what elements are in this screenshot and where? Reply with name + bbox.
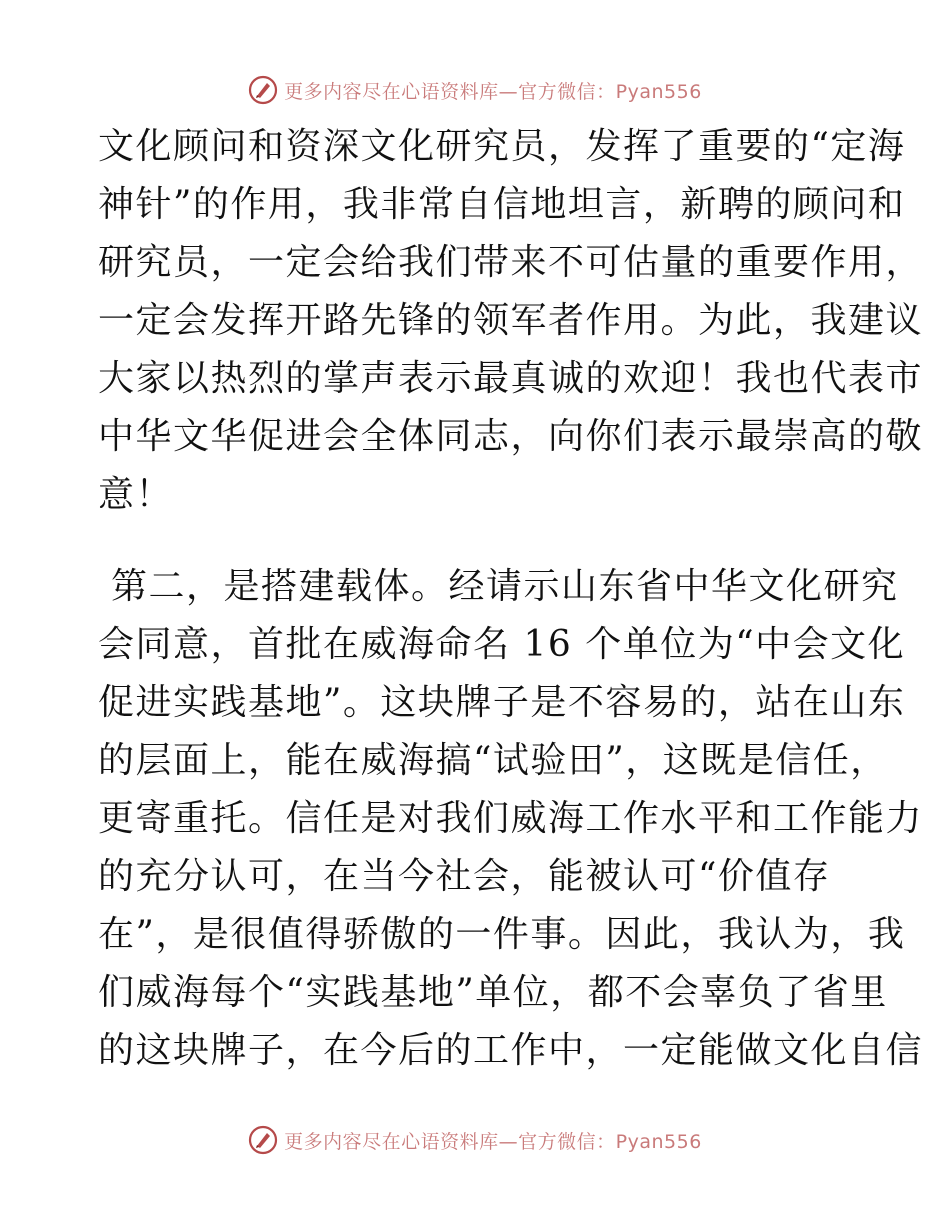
text-line: 促进实践基地”。这块牌子是不容易的，站在山东 <box>98 682 906 723</box>
header-watermark <box>0 72 950 108</box>
text-line: 意！ <box>98 474 174 515</box>
text-line: 的充分认可，在当今社会，能被认可“价值存 <box>98 856 831 897</box>
document-body <box>98 118 924 1080</box>
pen-nib-logo-icon <box>248 1125 278 1155</box>
text-line: 神针”的作用，我非常自信地坦言，新聘的顾问和 <box>98 184 906 225</box>
text-line: 一定会发挥开路先锋的领军者作用。为此，我建议 <box>98 300 924 341</box>
paragraph <box>98 558 924 1080</box>
text-line: 会同意，首批在威海命名 16 个单位为“中会文化 <box>98 624 906 665</box>
text-line: 文化顾问和资深文化研究员，发挥了重要的“定海 <box>98 126 906 167</box>
text-line: 更寄重托。信任是对我们威海工作水平和工作能力 <box>98 798 924 839</box>
paragraph-gap <box>98 524 850 558</box>
text-line: 的这块牌子，在今后的工作中，一定能做文化自信 <box>98 1030 924 1071</box>
paragraph <box>98 118 924 524</box>
footer-watermark <box>0 1122 950 1158</box>
text-line: 们威海每个“实践基地”单位，都不会辜负了省里 <box>98 972 888 1013</box>
text-line: 中华文华促进会全体同志，向你们表示最崇高的敬 <box>98 416 924 457</box>
text-line: 的层面上，能在威海搞“试验田”，这既是信任， <box>98 740 888 781</box>
watermark-text: 更多内容尽在心语资料库—官方微信：Pyan556 <box>284 1130 702 1153</box>
text-line: 大家以热烈的掌声表示最真诚的欢迎！我也代表市 <box>98 358 924 399</box>
text-line: 在”，是很值得骄傲的一件事。因此，我认为，我 <box>98 914 906 955</box>
watermark-text: 更多内容尽在心语资料库—官方微信：Pyan556 <box>284 80 702 103</box>
text-line: 第二，是搭建载体。经请示山东省中华文化研究 <box>98 566 899 607</box>
text-line: 研究员，一定会给我们带来不可估量的重要作用， <box>98 242 924 283</box>
pen-nib-logo-icon <box>248 75 278 105</box>
